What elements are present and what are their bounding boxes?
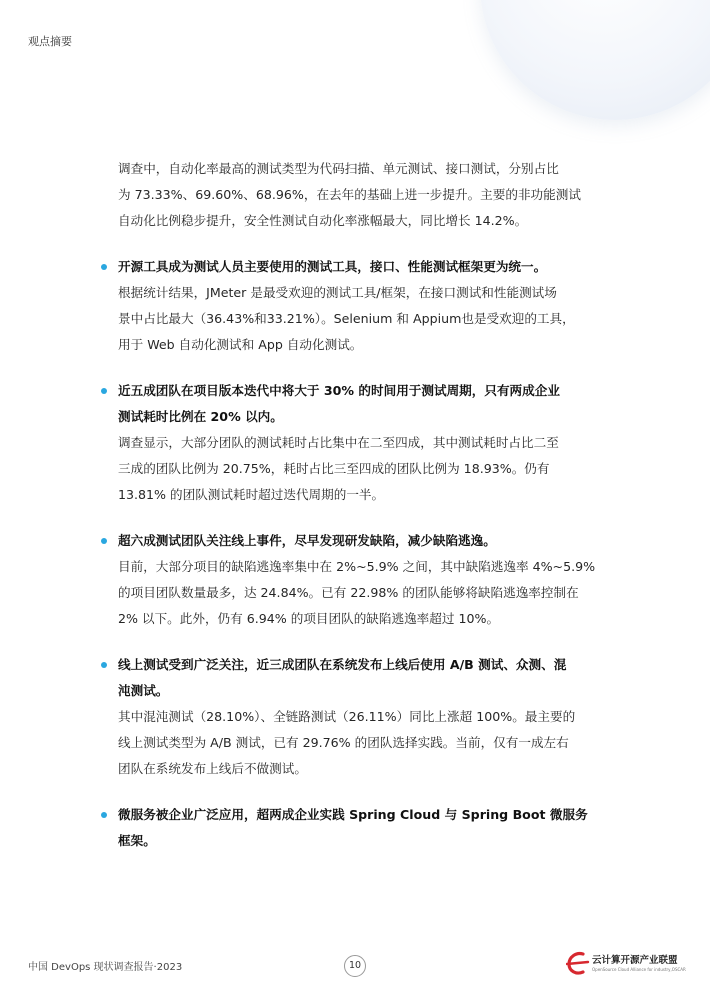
item-title: 框架。 — [118, 833, 156, 848]
text-line: 根据统计结果，JMeter 是最受欢迎的测试工具/框架，在接口测试和性能测试场 — [118, 285, 557, 300]
intro-paragraph — [118, 156, 618, 234]
item-title: 线上测试受到广泛关注，近三成团队在系统发布上线后使用 A/B 测试、众测、混 — [118, 657, 567, 672]
text-line: 目前，大部分项目的缺陷逃逸率集中在 2%~5.9% 之间，其中缺陷逃逸率 4%~5.9% — [118, 559, 596, 574]
text-line: 调查显示，大部分团队的测试耗时占比集中在二至四成，其中测试耗时占比二至 — [118, 435, 559, 450]
oscar-logo — [566, 950, 694, 980]
item-title: 超六成测试团队关注线上事件，尽早发现研发缺陷，减少缺陷逃逸。 — [118, 533, 496, 548]
decorative-circle — [480, 0, 710, 120]
text-line: 调查中，自动化率最高的测试类型为代码扫描、单元测试、接口测试，分别占比 — [118, 161, 559, 176]
footer-report-title: 中国 DevOps 现状调查报告·2023 — [28, 962, 183, 973]
text-line: 2% 以下。此外，仍有 6.94% 的项目团队的缺陷逃逸率超过 10%。 — [118, 611, 500, 626]
text-line: 的项目团队数量最多，达 24.84%。已有 22.98% 的团队能够将缺陷逃逸率控制在 — [118, 585, 579, 600]
item-title: 近五成团队在项目版本迭代中将大于 30% 的时间用于测试周期，只有两成企业 — [118, 383, 560, 398]
bullet-dot-icon — [101, 538, 107, 544]
bullet-dot-icon — [101, 812, 107, 818]
text-line: 为 73.33%、69.60%、68.96%，在去年的基础上进一步提升。主要的非功能测试 — [118, 187, 581, 202]
text-line: 三成的团队比例为 20.75%，耗时占比三至四成的团队比例为 18.93%。仍有 — [118, 461, 550, 476]
bullet-item — [118, 528, 618, 632]
item-title: 微服务被企业广泛应用，超两成企业实践 Spring Cloud 与 Spring Boot 微服务 — [118, 807, 588, 822]
bullet-dot-icon — [101, 662, 107, 668]
text-line: 景中占比最大（36.43%和33.21%）。Selenium 和 Appium也是受欢迎的工具， — [118, 311, 575, 326]
logo-english-text: OpenSource Cloud Alliance for industry,OSCAR — [592, 967, 686, 972]
bullet-item — [118, 652, 618, 782]
item-title: 开源工具成为测试人员主要使用的测试工具，接口、性能测试框架更为统一。 — [118, 259, 547, 274]
bullet-item — [118, 378, 618, 508]
bullet-item — [118, 802, 618, 854]
bullet-item — [118, 254, 618, 358]
text-line: 团队在系统发布上线后不做测试。 — [118, 761, 307, 776]
bullet-dot-icon — [101, 264, 107, 270]
section-header: 观点摘要 — [28, 35, 72, 48]
text-line: 用于 Web 自动化测试和 App 自动化测试。 — [118, 337, 363, 352]
text-line: 13.81% 的团队测试耗时超过迭代周期的一半。 — [118, 487, 385, 502]
bullet-dot-icon — [101, 388, 107, 394]
text-line: 自动化比例稳步提升，安全性测试自动化率涨幅最大，同比增长 14.2%。 — [118, 213, 528, 228]
logo-chinese-text: 云计算开源产业联盟 — [592, 955, 678, 966]
oscar-logo-icon — [566, 950, 590, 976]
item-title: 沌测试。 — [118, 683, 169, 698]
item-title: 测试耗时比例在 20% 以内。 — [118, 409, 283, 424]
page-number: 10 — [344, 955, 366, 977]
text-line: 其中混沌测试（28.10%）、全链路测试（26.11%）同比上涨超 100%。最主要的 — [118, 709, 576, 724]
main-content — [118, 156, 618, 854]
text-line: 线上测试类型为 A/B 测试，已有 29.76% 的团队选择实践。当前，仅有一成左右 — [118, 735, 569, 750]
